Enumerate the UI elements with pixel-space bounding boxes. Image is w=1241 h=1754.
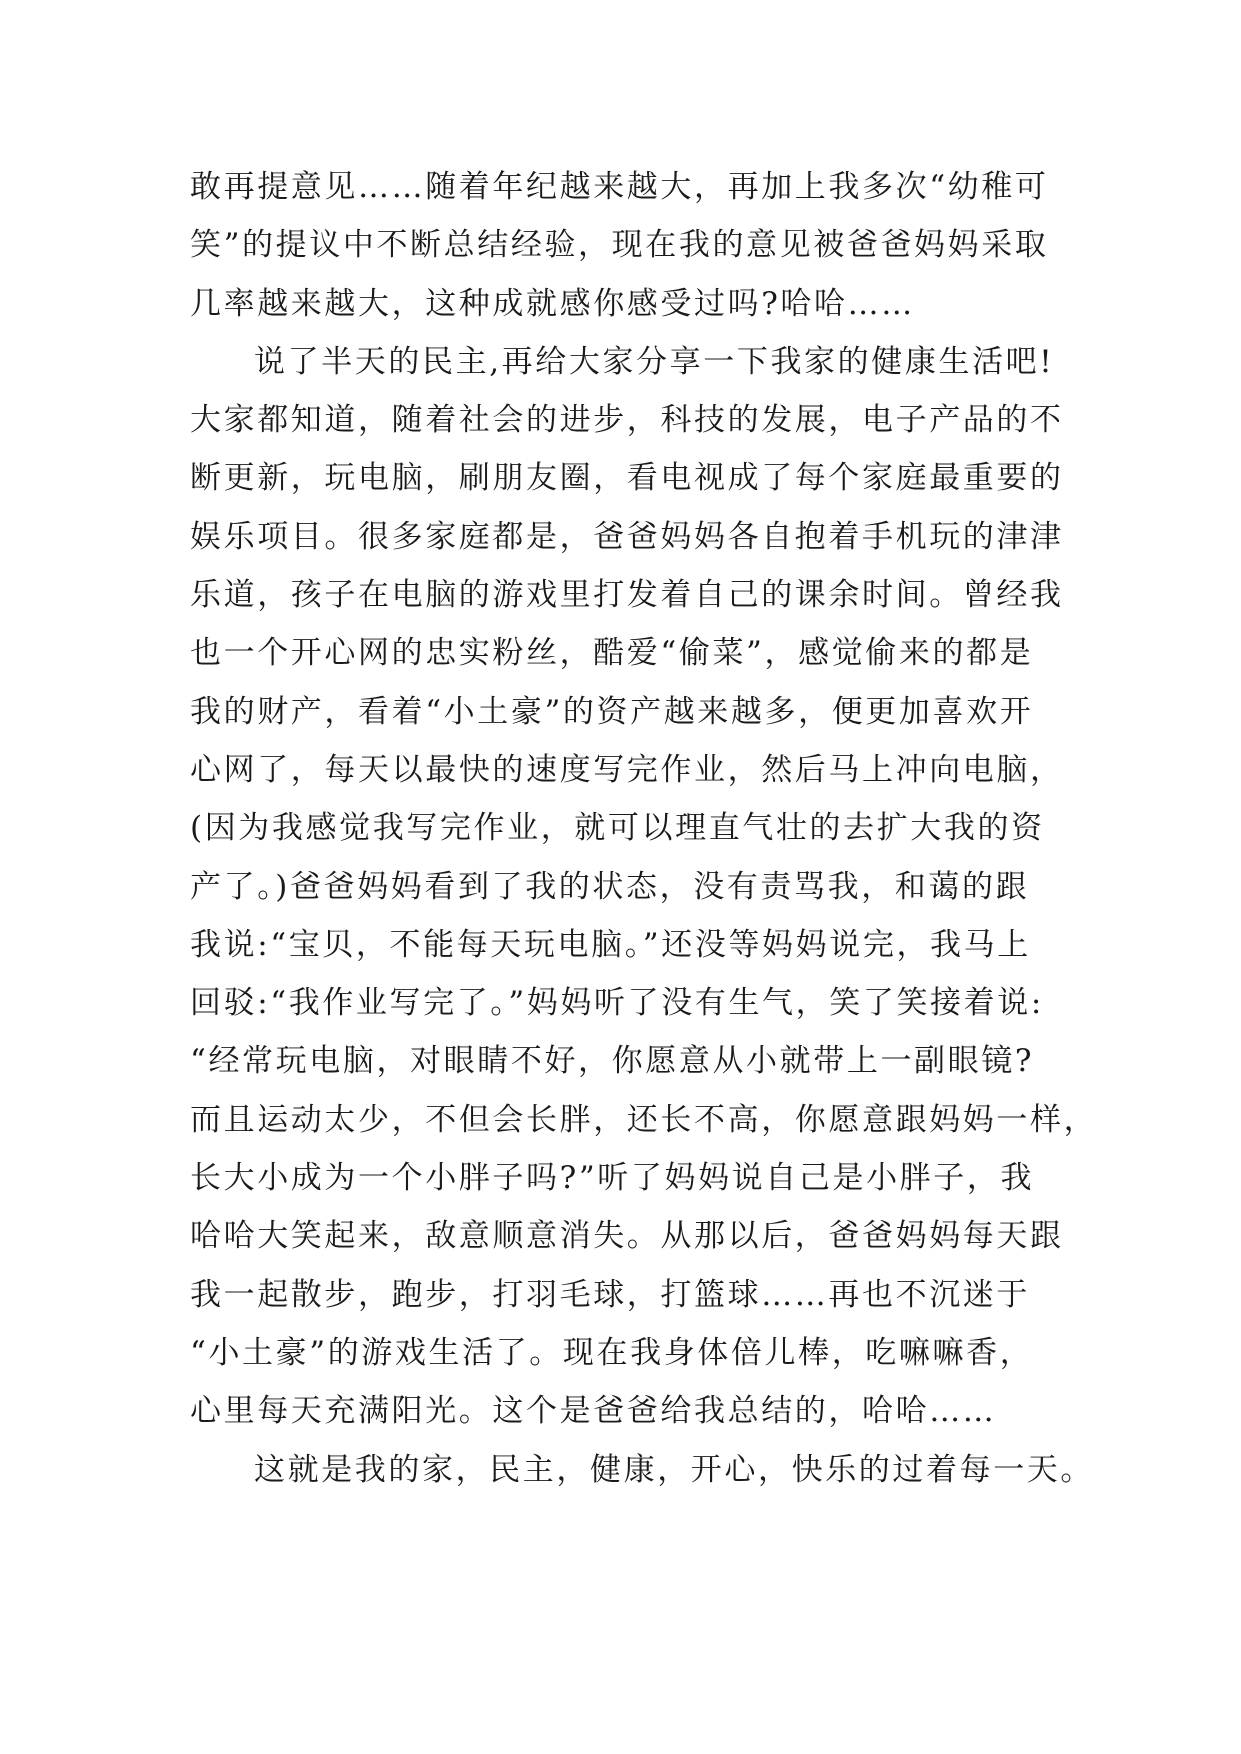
text-line: 回驳:“我作业写完了。”妈妈听了没有生气，笑了笑接着说: — [190, 985, 1044, 1022]
text-line: 笑”的提议中不断总结经验，现在我的意见被爸爸妈妈采取 — [190, 227, 1049, 264]
text-line: 哈哈大笑起来，敌意顺意消失。从那以后，爸爸妈妈每天跟 — [190, 1218, 1064, 1255]
paragraph-start-line: 说了半天的民主,再给大家分享一下我家的健康生活吧! — [254, 343, 1055, 380]
text-line: 娱乐项目。很多家庭都是，爸爸妈妈各自抱着手机玩的津津 — [190, 518, 1064, 555]
text-line: “经常玩电脑，对眼睛不好，你愿意从小就带上一副眼镜? — [190, 1043, 1035, 1080]
text-line: 我一起散步，跑步，打羽毛球，打篮球……再也不沉迷于 — [190, 1276, 1030, 1313]
text-line: 我的财产，看着“小土豪”的资产越来越多，便更加喜欢开 — [190, 693, 1034, 730]
text-line: 乐道，孩子在电脑的游戏里打发着自己的课余时间。曾经我 — [190, 577, 1064, 614]
text-line: 几率越来越大，这种成就感你感受过吗?哈哈…… — [190, 285, 915, 322]
text-line: 产了。)爸爸妈妈看到了我的状态，没有责骂我，和蔼的跟 — [190, 868, 1030, 905]
text-line: 而且运动太少，不但会长胖，还长不高，你愿意跟妈妈一样， — [190, 1101, 1098, 1138]
text-line: 大家都知道，随着社会的进步，科技的发展，电子产品的不 — [190, 402, 1064, 439]
document-page — [190, 158, 1098, 1499]
text-line: 长大小成为一个小胖子吗?”听了妈妈说自己是小胖子，我 — [190, 1160, 1035, 1197]
paragraph-start-line: 这就是我的家，民主，健康，开心，快乐的过着每一天。 — [254, 1451, 1094, 1488]
text-line: 也一个开心网的忠实粉丝，酷爱“偷菜”，感觉偷来的都是 — [190, 635, 1034, 672]
text-line: 心里每天充满阳光。这个是爸爸给我总结的，哈哈…… — [190, 1393, 997, 1430]
text-line: 我说:“宝贝，不能每天玩电脑。”还没等妈妈说完，我马上 — [190, 926, 1031, 963]
text-line: (因为我感觉我写完作业，就可以理直气壮的去扩大我的资 — [190, 810, 1045, 847]
text-line: 敢再提意见……随着年纪越来越大，再加上我多次“幼稚可 — [190, 169, 1049, 205]
text-line: 断更新，玩电脑，刷朋友圈，看电视成了每个家庭最重要的 — [190, 460, 1064, 497]
text-line: 心网了，每天以最快的速度写完作业，然后马上冲向电脑， — [190, 751, 1064, 788]
text-line: “小土豪”的游戏生活了。现在我身体倍儿棒，吃嘛嘛香， — [190, 1334, 1034, 1371]
